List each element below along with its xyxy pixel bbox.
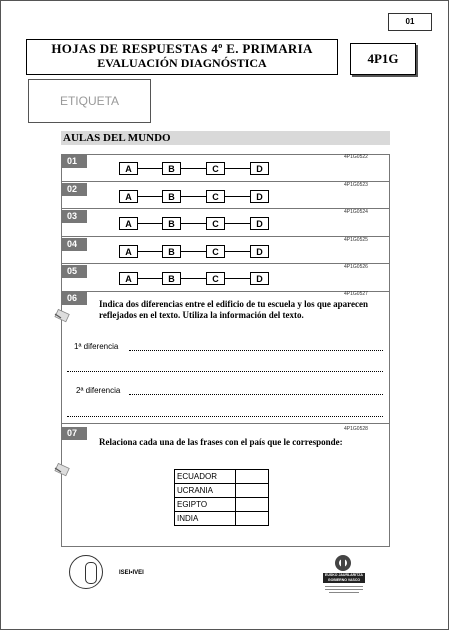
question-id-04: 4P1G0525: [344, 236, 368, 243]
option-b-box[interactable]: B: [162, 272, 181, 285]
question-number-07: 07: [62, 427, 87, 440]
option-c-box[interactable]: C: [206, 217, 225, 230]
diff1-label: 1ª diferencia: [74, 342, 119, 351]
section-title: AULAS DEL MUNDO: [61, 131, 390, 145]
question-number-01: 01: [62, 155, 87, 168]
country-row: [175, 470, 269, 484]
question-id-05: 4P1G0526: [344, 264, 368, 270]
option-d-box[interactable]: D: [250, 272, 269, 285]
country-row: [175, 484, 269, 498]
question-number-03: 03: [62, 210, 87, 223]
sheet-title: HOJAS DE RESPUESTAS 4º E. PRIMARIA: [51, 41, 313, 56]
country-row: [175, 512, 269, 526]
option-c-box[interactable]: C: [206, 190, 225, 203]
option-d-box[interactable]: D: [250, 162, 269, 175]
question-id-02: 4P1G0523: [344, 181, 368, 188]
label-box: ETIQUETA: [28, 79, 151, 123]
option-d-box[interactable]: D: [250, 245, 269, 258]
option-b-box[interactable]: B: [162, 217, 181, 230]
question-id-06: 4P1G0527: [344, 291, 368, 297]
question-06-text: Indica dos diferencias entre el edificio de tu escuela y los que aparecen reflejados en el texto. Utiliza la información del texto.: [99, 299, 368, 320]
option-d-box[interactable]: D: [250, 190, 269, 203]
option-b-box[interactable]: B: [162, 190, 181, 203]
option-b-box[interactable]: B: [162, 162, 181, 175]
diff2-line-2[interactable]: [67, 408, 383, 417]
option-a-box[interactable]: A: [119, 272, 138, 285]
option-d-box[interactable]: D: [250, 217, 269, 230]
question-number-06: 06: [62, 292, 87, 305]
country-name: EGIPTO: [175, 498, 236, 512]
option-a-box[interactable]: A: [119, 162, 138, 175]
option-c-box[interactable]: C: [206, 272, 225, 285]
diff2-line-1[interactable]: [129, 386, 383, 395]
country-match-table: [174, 469, 269, 526]
diff2-label: 2ª diferencia: [76, 386, 121, 395]
sheet-subtitle: EVALUACIÓN DIAGNÓSTICA: [97, 56, 267, 70]
option-connector: [138, 223, 250, 224]
country-answer-cell[interactable]: [236, 470, 269, 484]
question-id-01: 4P1G0522: [344, 154, 368, 160]
option-c-box[interactable]: C: [206, 162, 225, 175]
isei-ivei-text: ISEI•IVEI: [119, 570, 144, 576]
country-name: ECUADOR: [175, 470, 236, 484]
pencil-icon: [53, 462, 73, 478]
diff1-line-1[interactable]: [129, 342, 383, 351]
pencil-icon: [53, 308, 73, 324]
booklet-code: 4P1G: [350, 43, 416, 75]
option-c-box[interactable]: C: [206, 245, 225, 258]
country-name: UCRANIA: [175, 484, 236, 498]
option-connector: [138, 168, 250, 169]
diff1-line-2[interactable]: [67, 363, 383, 372]
question-id-07: 4P1G0528: [344, 426, 368, 432]
isei-ivei-logo: [69, 555, 103, 589]
option-a-box[interactable]: A: [119, 190, 138, 203]
option-connector: [138, 251, 250, 252]
option-a-box[interactable]: A: [119, 245, 138, 258]
country-answer-cell[interactable]: [236, 498, 269, 512]
country-row: [175, 498, 269, 512]
question-number-04: 04: [62, 238, 87, 251]
country-answer-cell[interactable]: [236, 512, 269, 526]
question-id-03: 4P1G0524: [344, 209, 368, 215]
country-name: INDIA: [175, 512, 236, 526]
header-box: [26, 39, 338, 75]
question-07-text: Relaciona cada una de las frases con el país que le corresponde:: [99, 437, 343, 447]
country-answer-cell[interactable]: [236, 484, 269, 498]
question-number-05: 05: [62, 265, 87, 278]
option-a-box[interactable]: A: [119, 217, 138, 230]
page-number: 01: [388, 13, 432, 31]
question-number-02: 02: [62, 183, 87, 196]
option-connector: [138, 196, 250, 197]
option-b-box[interactable]: B: [162, 245, 181, 258]
gobierno-vasco-logo: [323, 554, 367, 602]
gobierno-vasco-text: EUSKO JAURLARITZA GOBIERNO VASCO: [323, 573, 365, 583]
